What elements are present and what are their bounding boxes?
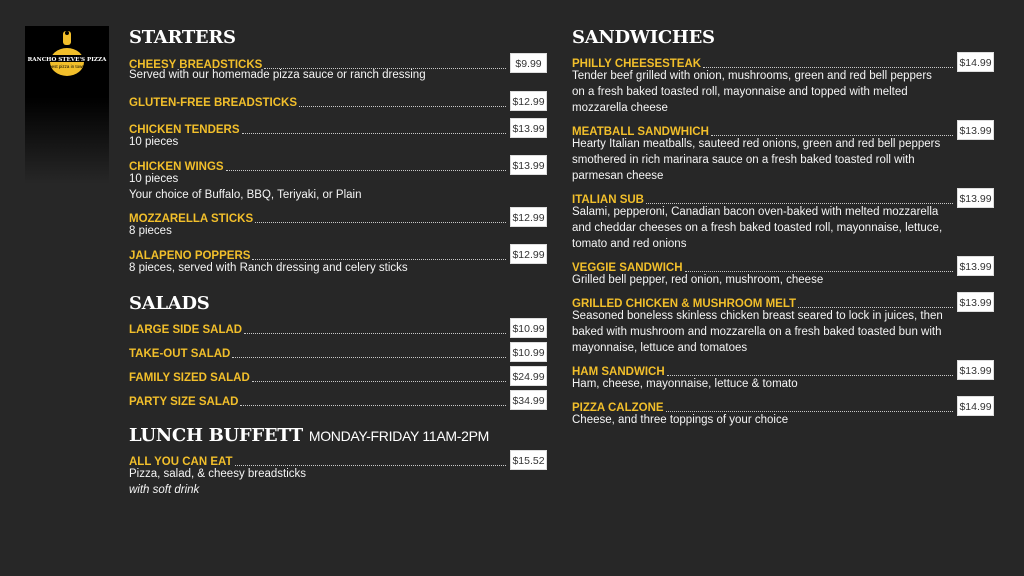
price-tag: $15.52 — [510, 450, 547, 470]
left-menu-column — [129, 26, 547, 498]
item-description: Your choice of Buffalo, BBQ, Teriyaki, or Plain — [129, 189, 362, 201]
item-description: 8 pieces, served with Ranch dressing and celery sticks — [129, 262, 408, 274]
menu-item — [129, 450, 547, 498]
item-description — [572, 412, 994, 428]
price-tag: $34.99 — [510, 390, 547, 410]
description-line: parmesan cheese — [572, 170, 664, 182]
description-line: on a fresh baked toasted roll, mayonnaise and topped with melted — [572, 86, 908, 98]
sandwiches-heading: SANDWICHES — [572, 27, 715, 48]
item-name: PARTY SIZE SALAD — [129, 396, 239, 408]
item-name: CHICKEN WINGS — [129, 161, 224, 173]
dot-leader — [242, 133, 506, 134]
price-tag: $12.99 — [510, 244, 547, 264]
item-description — [572, 308, 994, 356]
item-note: with soft drink — [129, 484, 200, 496]
description-line: Salami, pepperoni, Canadian bacon oven-baked with melted mozzarella — [572, 206, 939, 218]
price-tag: $12.99 — [510, 207, 547, 227]
salads-heading: SALADS — [129, 293, 210, 314]
dot-leader — [252, 381, 506, 382]
logo-tagline-text: best pizza in town — [49, 64, 85, 69]
price-tag: $14.99 — [957, 52, 994, 72]
item-description: 8 pieces — [129, 225, 172, 237]
lunch-buffet-heading — [129, 424, 547, 448]
description-line: Tender beef grilled with onion, mushrooms, green and red bell peppers — [572, 70, 932, 82]
item-description: 10 pieces — [129, 173, 179, 185]
starters-heading: STARTERS — [129, 27, 236, 48]
description-line: smothered in rich marinara sauce on a fresh baked toasted roll with — [572, 154, 915, 166]
item-name: LARGE SIDE SALAD — [129, 324, 243, 336]
price-tag: $24.99 — [510, 366, 547, 386]
description-line: Grilled bell pepper, red onion, mushroom, cheese — [572, 274, 824, 286]
restaurant-logo — [25, 26, 109, 184]
menu-item — [129, 91, 547, 111]
item-name: HAM SANDWICH — [572, 366, 665, 378]
description-line: Seasoned boneless skinless chicken breast seared to lock in juices, then — [572, 310, 943, 322]
item-name: MOZZARELLA STICKS — [129, 213, 254, 225]
right-menu-column — [572, 26, 994, 428]
price-tag: $13.99 — [957, 360, 994, 380]
lunch-buffet-title: LUNCH BUFFETT — [129, 425, 303, 446]
menu-item — [129, 118, 547, 150]
item-name: TAKE-OUT SALAD — [129, 348, 231, 360]
description-line: and cheddar cheeses on a fresh baked toasted roll, mayonnaise, lettuce, — [572, 222, 943, 234]
menu-item — [572, 256, 994, 288]
price-tag: $13.99 — [957, 188, 994, 208]
item-name: GLUTEN-FREE BREADSTICKS — [129, 97, 298, 109]
logo-brand-text: RANCHO STEVE'S PIZZA — [27, 57, 107, 63]
item-name: CHICKEN TENDERS — [129, 124, 240, 136]
item-description — [572, 376, 994, 392]
item-description: 10 pieces — [129, 136, 179, 148]
dot-leader — [240, 405, 506, 406]
item-description — [572, 136, 994, 184]
price-tag: $14.99 — [957, 396, 994, 416]
menu-item — [129, 342, 547, 362]
pizza-peel-icon — [25, 26, 109, 96]
item-name: ITALIAN SUB — [572, 194, 644, 206]
description-line: Hearty Italian meatballs, sauteed red onions, green and red bell peppers — [572, 138, 941, 150]
menu-item — [129, 244, 547, 276]
price-tag: $13.99 — [510, 118, 547, 138]
menu-item — [129, 155, 547, 203]
price-tag: $13.99 — [957, 120, 994, 140]
description-line: tomato and red onions — [572, 238, 687, 250]
item-name: PIZZA CALZONE — [572, 402, 664, 414]
item-name: ALL YOU CAN EAT — [129, 456, 233, 468]
menu-item — [572, 292, 994, 356]
price-tag: $13.99 — [957, 256, 994, 276]
menu-item — [572, 360, 994, 392]
price-tag: $10.99 — [510, 318, 547, 338]
price-tag: $10.99 — [510, 342, 547, 362]
item-description: Served with our homemade pizza sauce or ranch dressing — [129, 69, 426, 81]
price-tag: $13.99 — [510, 155, 547, 175]
dot-leader — [255, 222, 506, 223]
menu-item — [129, 318, 547, 338]
item-name: FAMILY SIZED SALAD — [129, 372, 250, 384]
price-tag: $13.99 — [957, 292, 994, 312]
dot-leader — [244, 333, 506, 334]
menu-item — [129, 53, 547, 83]
menu-item — [572, 120, 994, 184]
item-description — [572, 68, 994, 116]
item-name: MEATBALL SANDWHICH — [572, 126, 709, 138]
item-name: CHEESY BREADSTICKS — [129, 59, 263, 71]
menu-item — [129, 390, 547, 410]
description-line: Ham, cheese, mayonnaise, lettuce & tomato — [572, 378, 798, 390]
menu-item — [129, 207, 547, 239]
price-tag: $12.99 — [510, 91, 547, 111]
item-name: JALAPENO POPPERS — [129, 250, 251, 262]
menu-item — [572, 396, 994, 428]
price-tag: $9.99 — [510, 53, 547, 73]
lunch-buffet-hours: MONDAY-FRIDAY 11AM-2PM — [308, 428, 489, 444]
description-line: Cheese, and three toppings of your choice — [572, 414, 789, 426]
description-line: baked with mushroom and mozzarella on a fresh baked toasted bun with — [572, 326, 942, 338]
item-description: Pizza, salad, & cheesy breadsticks — [129, 468, 307, 480]
item-name: VEGGIE SANDWICH — [572, 262, 683, 274]
description-line: mayonnaise, lettuce and tomatoes — [572, 342, 748, 354]
dot-leader — [299, 106, 506, 107]
dot-leader — [226, 170, 506, 171]
item-name: PHILLY CHEESESTEAK — [572, 58, 702, 70]
description-line: mozzarella cheese — [572, 102, 668, 114]
item-description — [572, 204, 994, 252]
menu-item — [572, 52, 994, 116]
dot-leader — [232, 357, 506, 358]
menu-item — [129, 366, 547, 386]
menu-item — [572, 188, 994, 252]
item-description — [572, 272, 994, 288]
item-name: GRILLED CHICKEN & MUSHROOM MELT — [572, 298, 797, 310]
